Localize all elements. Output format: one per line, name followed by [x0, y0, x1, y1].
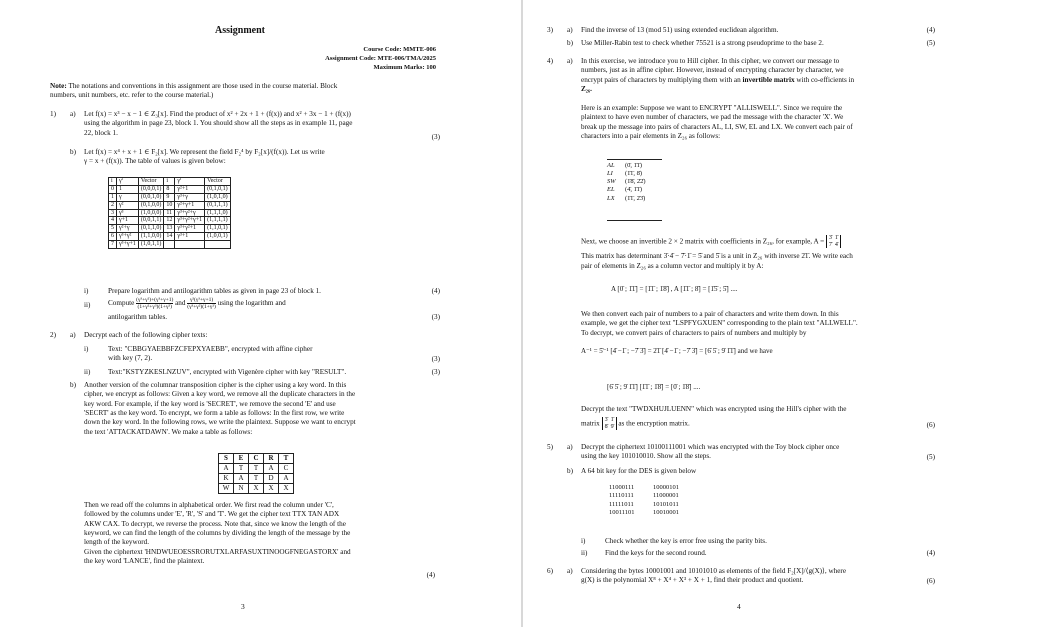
- matrix-e: [602, 417, 617, 430]
- gamma-table-row: [109, 185, 231, 193]
- conv-line: We then convert each pair of numbers to a pair of characters and write them down. In this: [581, 310, 839, 318]
- gamma-table-cell: [175, 241, 205, 249]
- key-table-cell: T: [249, 474, 264, 484]
- gamma-table-cell: 13: [164, 225, 175, 233]
- q2b-line: the text 'ATTACKATDAWN'. We make a table as follows:: [84, 427, 253, 436]
- frac1-den: (1+γ²+γ³)(1+γ²): [137, 304, 172, 311]
- q3a-text: Find the inverse of 13 (mod 51) using extended euclidean algorithm.: [581, 26, 779, 34]
- q2a-i-line-2: with key (7, 2).: [108, 354, 153, 363]
- gamma-table-cell: (0,1,0,1): [205, 185, 231, 193]
- q1-number: 1): [50, 110, 56, 118]
- q2b-after-line: keyword, we can find the length of the columns by dividing the length of the message by the: [84, 529, 351, 538]
- pair-chars: LX: [607, 194, 615, 202]
- gamma-table-cell: 10: [164, 201, 175, 209]
- note-line-2: numbers, unit numbers, etc. refer to the course material.): [50, 91, 214, 100]
- conv-line: To decrypt, we convert pairs of characters to pairs of numbers and multiply by: [581, 328, 807, 337]
- q1a-marks: (3): [431, 133, 440, 141]
- gamma-table-cell: γ²+γ: [117, 225, 139, 233]
- key-table-row: [219, 454, 294, 464]
- q2a-ii-label: ii): [84, 368, 91, 376]
- q2a-text: Decrypt each of the following cipher texts:: [84, 331, 208, 339]
- q1b-i-marks: (4): [431, 287, 440, 295]
- gamma-table-cell: (0,0,1,1): [138, 217, 164, 225]
- page-number-3: 3: [241, 602, 245, 611]
- q4a-line-2: numbers, just as in affine cipher. However, instead of encrypting character by character, we: [581, 66, 844, 75]
- q4a-example: [581, 104, 936, 141]
- q1a-label: a): [70, 110, 76, 118]
- next-line-3: pair of elements in Z₂₆ as a column vector and multiply it by A:: [581, 262, 764, 270]
- pair-values: (1̄1̄, 8̄): [625, 170, 643, 178]
- key-table-cell: T: [234, 464, 249, 474]
- key-table-cell: A: [279, 474, 294, 484]
- conv-line: example, we get the cipher text "LSPFYGXUEN" corresponding to the plain text "ALLWELL".: [581, 319, 858, 328]
- pair-row: [607, 178, 646, 186]
- pair-row: [607, 186, 646, 194]
- page-number-4: 4: [737, 602, 741, 611]
- gamma-table-header-cell: i: [164, 178, 175, 186]
- pair-row: [607, 195, 646, 203]
- gamma-table-cell: γ+1: [117, 217, 139, 225]
- gamma-table: [108, 177, 231, 249]
- gamma-table-row: [109, 241, 231, 249]
- key-table-cell: A: [264, 464, 279, 474]
- gamma-table-cell: γ³+γ²: [117, 233, 139, 241]
- gamma-table-cell: 3: [109, 209, 117, 217]
- q1b-label: b): [70, 148, 76, 156]
- gamma-table-cell: 9: [164, 193, 175, 201]
- pairs-rule-bottom: [607, 220, 662, 221]
- gamma-table-cell: γ²+1: [175, 185, 205, 193]
- q2b-after-line: Given the ciphertext 'HNDWUEOESSRORUTXLARFASUXTINOOGFNEGASTORX' and: [84, 547, 351, 556]
- q1b-line-2: γ = x + (f(x)). The table of values is given below:: [84, 157, 226, 166]
- gamma-table-header-cell: Vector: [205, 178, 231, 186]
- next-line-2: This matrix has determinant 3̄·4̄ − 7̄·1̄ = 5̄ and 5̄ is a unit in Z₂₆ with inverse 2̄1̄. We write each: [581, 252, 853, 260]
- q2b-text: [84, 381, 424, 437]
- q6a-label: a): [567, 567, 573, 575]
- decrypt-line-1: Decrypt the text "TWDXHUJLUENN" which was encrypted using the Hill's cipher with the: [581, 405, 847, 413]
- des-key-byte: 11000111: [609, 484, 635, 491]
- des-key-byte: 11111011: [609, 500, 634, 508]
- q2b-line: cipher, we encrypt as follows: Given a key word, we remove all the duplicate characters in the: [84, 390, 356, 399]
- gamma-table-cell: γ³+γ²+1: [175, 225, 205, 233]
- q5a-line-2: using the key 101010010. Show all the steps.: [581, 452, 711, 461]
- q1b-i-text: Prepare logarithm and antilogarithm tables as given in page 23 of block 1.: [108, 287, 321, 295]
- key-table-row: [219, 484, 294, 494]
- gamma-table-cell: (0,0,0,1): [138, 185, 164, 193]
- key-table-cell: S: [219, 454, 234, 464]
- page-4: [523, 0, 1047, 627]
- gamma-table-header-cell: Vector: [138, 178, 164, 186]
- gamma-table-header-cell: γⁱ: [175, 178, 205, 186]
- pair-values: (1̄8̄, 2̄2̄): [625, 178, 646, 186]
- pair-chars: LI: [607, 170, 613, 178]
- decrypt-line-2-pre: matrix: [581, 419, 600, 428]
- q6a-line-2: g(X) is the polynomial X⁸ + X⁴ + X³ + X + 1, find their product and quotient.: [581, 576, 804, 585]
- q4a-label: a): [567, 57, 573, 65]
- gamma-table-row: [109, 217, 231, 225]
- q3b-marks: (5): [926, 39, 935, 47]
- pairs-rule-top: [607, 159, 662, 160]
- gamma-table-cell: (1,1,0,1): [205, 225, 231, 233]
- q3a-label: a): [567, 26, 573, 34]
- q2b-after-line: the key word 'LANCE', find the plaintext.: [84, 557, 205, 566]
- q2a-ii-text: Text:"KSTYZKESLNZUV", encrypted with Vigenère cipher with key "RESULT".: [108, 368, 347, 376]
- des-key-byte: 10101011: [653, 500, 679, 508]
- q3-number: 3): [547, 26, 553, 34]
- pair-chars: SW: [607, 178, 616, 186]
- q2b-after-line: length of the keyword.: [84, 538, 150, 547]
- key-table-cell: A: [234, 474, 249, 484]
- q1b-ii-post: using the logarithm and: [217, 298, 286, 307]
- key-table-cell: E: [234, 454, 249, 464]
- note-line-1: The notations and conventions in this assignment are those used in the course material. Block: [68, 82, 338, 90]
- key-table-cell: D: [264, 474, 279, 484]
- gamma-table-cell: 5: [109, 225, 117, 233]
- pairs-list: [607, 162, 646, 203]
- gamma-table-cell: (1,0,1,0): [205, 193, 231, 201]
- key-table-cell: X: [264, 484, 279, 494]
- q2b-after: [84, 501, 429, 567]
- mult-line: A [0̄ ; 1̄1̄] = [1̄1̄ ; 1̄8̄] , A [1̄1̄ ; 8̄] = [1̄5̄ ; 5̄] ....: [611, 285, 738, 293]
- matrix-e-22: 9̄: [610, 423, 614, 430]
- q1a-line-1: Let f(x) = x³ − x − 1 ∈ Z₃[x]. Find the product of x² + 2x + 1 + (f(x)) and x² + 3x − 1 + (f(x)): [84, 110, 351, 118]
- gamma-table-cell: 11: [164, 209, 175, 217]
- q5b-i-text: Check whether the key is error free using the parity bits.: [605, 537, 767, 545]
- max-marks: Maximum Marks: 100: [373, 64, 436, 71]
- q6-number: 6): [547, 567, 553, 575]
- q3b-label: b): [567, 39, 573, 47]
- q2a-label: a): [70, 331, 76, 339]
- q2b-line: Another version of the columnar transposition cipher is the cipher using a key word. In this: [84, 381, 347, 389]
- gamma-table-header-cell: i: [109, 178, 117, 186]
- key-table-cell: K: [219, 474, 234, 484]
- gamma-table-row: [109, 233, 231, 241]
- gamma-table-cell: (0,1,0,0): [138, 201, 164, 209]
- q2a-ii-marks: (3): [431, 368, 440, 376]
- matrix-a-11: 3̄: [828, 235, 832, 241]
- frac2-num: γ²(γ³+γ+1): [187, 297, 216, 304]
- gamma-table-cell: γ³+γ²+γ+1: [175, 217, 205, 225]
- q4a-line-3-post: with co-efficients in: [796, 75, 855, 84]
- des-key-byte: 11110111: [609, 492, 634, 500]
- q2-number: 2): [50, 331, 56, 339]
- course-code: Course Code: MMTE-006: [363, 46, 436, 53]
- key-table: [218, 453, 294, 494]
- q5b-ii-label: ii): [581, 549, 588, 557]
- pair-chars: EL: [607, 186, 615, 194]
- gamma-table-cell: γ: [117, 193, 139, 201]
- gamma-table-cell: (0,1,1,1): [205, 201, 231, 209]
- q2a-i-text: [108, 345, 312, 364]
- gamma-table-cell: (0,1,1,0): [138, 225, 164, 233]
- matrix-e-11: 3̄: [604, 417, 608, 423]
- key-table-cell: C: [249, 454, 264, 464]
- q1b-ii-label: ii): [84, 301, 91, 309]
- q2a-i-line-1: Text: "CBBGYAEBBFZCFEPXYAEBB", encrypted with affine cipher: [108, 345, 313, 353]
- q2a-i-marks: (3): [431, 355, 440, 363]
- q4a-text: [581, 57, 936, 94]
- gamma-table-header-cell: γⁱ: [117, 178, 139, 186]
- pair-values: (1̄1̄, 2̄3̄): [625, 194, 646, 202]
- q1b-ii-text: [108, 297, 286, 310]
- gamma-table-cell: 6: [109, 233, 117, 241]
- q4a-example-line: plaintext to have even number of characters, we pad the message with the character 'X'. We: [581, 113, 844, 122]
- q5a-text: [581, 443, 926, 462]
- q2b-marks: (4): [426, 571, 435, 579]
- gamma-table-cell: γ²+γ+1: [175, 201, 205, 209]
- gamma-table-cell: γ³+γ+1: [117, 241, 139, 249]
- q2b-label: b): [70, 381, 76, 389]
- matrix-e-21: 8̄: [604, 423, 608, 430]
- decrypt-line-2: [581, 417, 941, 430]
- q4a-line-3-bold: invertible matrix: [742, 75, 795, 84]
- gamma-table-cell: 4: [109, 217, 117, 225]
- pair-row: [607, 170, 646, 178]
- gamma-table-cell: (1,0,0,0): [138, 209, 164, 217]
- q5b-marks: (4): [926, 549, 935, 557]
- gamma-table-cell: γ³+γ: [175, 193, 205, 201]
- q2b-after-line: Then we read off the columns in alphabetical order. We first read the column under 'C',: [84, 501, 334, 509]
- q4a-line-1: In this exercise, we introduce you to Hill cipher. In this cipher, we convert our message to: [581, 57, 840, 65]
- q4a-marks: (6): [926, 421, 935, 429]
- gamma-table-cell: γ³: [117, 209, 139, 217]
- gamma-table-cell: (0,0,1,0): [138, 193, 164, 201]
- decrypt-line-2-post: as the encryption matrix.: [618, 419, 690, 428]
- q1b-ii-pre: Compute: [108, 298, 135, 307]
- gamma-table-cell: γ³+γ²+γ: [175, 209, 205, 217]
- gamma-table-cell: 0: [109, 185, 117, 193]
- q1b-i-label: i): [84, 287, 89, 295]
- q4a-line-3-pre: encrypt pairs of characters by multiplying them with an: [581, 75, 741, 84]
- des-key-row: [609, 501, 697, 509]
- gamma-table-cell: 12: [164, 217, 175, 225]
- q4a-example-line: characters into a pair elements in Z₂₆ as follows:: [581, 132, 721, 141]
- gamma-table-row: [109, 225, 231, 233]
- inverse-line: A⁻¹ = 5̄⁻¹ [4̄ −1̄ ; −7̄ 3̄] = 2̄1̄ [4̄ −1̄ ; −7̄ 3̄] = [6̄ 5̄ ; 9̄ 1̄1̄] and we have: [581, 347, 773, 355]
- gamma-table-cell: 7: [109, 241, 117, 249]
- inv-mult-line: [6̄ 5̄ ; 9̄ 1̄1̄] [1̄1̄ ; 1̄8̄] = [0̄ ; 1̄8̄] ....: [607, 383, 701, 391]
- q3a-marks: (4): [926, 26, 935, 34]
- q6a-text: [581, 567, 926, 586]
- q5b-text: A 64 bit key for the DES is given below: [581, 467, 697, 475]
- next-line-1-text: Next, we choose an invertible 2 × 2 matrix with coefficients in Z₂₆, for example, A =: [581, 237, 825, 246]
- key-table-row: [219, 464, 294, 474]
- key-table-cell: T: [279, 454, 294, 464]
- gamma-table-cell: γ²: [117, 201, 139, 209]
- gamma-table-cell: (1,1,1,0): [205, 209, 231, 217]
- q1a-line-2: using the algorithm in page 23, block 1. You should show all the steps as in example 11, page: [84, 119, 353, 128]
- gamma-table-cell: (1,0,0,1): [205, 233, 231, 241]
- q5b-i-label: i): [581, 537, 586, 545]
- q5a-line-1: Decrypt the ciphertext 10100111001 which was encrypted with the Toy block cipher once: [581, 443, 840, 451]
- gamma-table-cell: 1: [109, 193, 117, 201]
- key-table-cell: R: [264, 454, 279, 464]
- des-key-row: [609, 484, 697, 492]
- q1b-ii-and: and: [175, 298, 186, 307]
- gamma-table-row: [109, 201, 231, 209]
- key-table-row: [219, 474, 294, 484]
- gamma-table-cell: 8: [164, 185, 175, 193]
- gamma-table-cell: γ³+1: [175, 233, 205, 241]
- q1b-line-1: Let f(x) = x⁴ + x + 1 ∈ F₂[x]. We represent the field F₂⁴ by F₂[x]/(f(x)). Let us write: [84, 148, 325, 156]
- gamma-table-cell: [164, 241, 175, 249]
- matrix-a-12: 1̄: [834, 235, 838, 241]
- des-key-byte: 11000001: [653, 492, 679, 500]
- q4a-line-4: Z₂₆.: [581, 85, 592, 94]
- q2b-line: 'SECRT' as the key word. To encrypt, we form a table as follows: In the first row, we write: [84, 409, 345, 418]
- q1a-line-3: 22, block 1.: [84, 128, 118, 137]
- matrix-e-12: 1̄: [610, 417, 614, 423]
- des-key: [609, 484, 697, 518]
- gamma-table-cell: 14: [164, 233, 175, 241]
- q5a-marks: (5): [926, 453, 935, 461]
- gamma-table-row: [109, 193, 231, 201]
- pair-values: (4̄, 1̄1̄): [625, 186, 643, 194]
- q2b-after-line: followed by the columns under 'E', 'R', 'S' and 'T'. We get the cipher text TTX TAN ADX: [84, 510, 340, 519]
- frac2-den: (γ³+γ²)(1+γ²): [187, 304, 216, 311]
- note-label: Note:: [50, 82, 67, 90]
- gamma-table-cell: 1: [117, 185, 139, 193]
- key-table-cell: X: [279, 484, 294, 494]
- q2a-i-label: i): [84, 345, 89, 353]
- q2b-after-line: AKW CAX. To decrypt, we reverse the process. Note that, since we know the length of the: [84, 519, 346, 528]
- assignment-code: Assignment Code: MTE-006/TMA/2025: [325, 55, 436, 62]
- des-key-byte: 10000101: [653, 484, 679, 491]
- q5a-label: a): [567, 443, 573, 451]
- q6a-marks: (6): [926, 577, 935, 585]
- q2b-line: down the key word. In the following rows, we write the plaintext. Suppose we want to encrypt: [84, 418, 356, 427]
- key-table-cell: X: [249, 484, 264, 494]
- note: [50, 82, 440, 101]
- q3b-text: Use Miller-Rabin test to check whether 75521 is a strong pseudoprime to the base 2.: [581, 39, 824, 47]
- assignment-title: Assignment: [215, 25, 266, 36]
- q4a-example-line: Here is an example: Suppose we want to ENCRYPT "ALLISWELL". Since we require the: [581, 104, 843, 112]
- gamma-table-header: [109, 178, 231, 186]
- q1b-ii-line-2: antilogarithm tables.: [108, 313, 168, 321]
- conv-lines: [581, 310, 941, 338]
- pair-row: [607, 162, 646, 170]
- q4-number: 4): [547, 57, 553, 65]
- q6a-line-1: Considering the bytes 10001001 and 10101010 as elements of the field F₂[X]/⟨g(X)⟩, where: [581, 567, 847, 575]
- frac1-num: (γ³+γ²)+(γ³+γ+1): [136, 297, 174, 303]
- key-table-cell: N: [234, 484, 249, 494]
- des-key-byte: 10011101: [609, 509, 635, 517]
- des-key-byte: 10010001: [653, 509, 679, 517]
- gamma-table-cell: (1,1,0,0): [138, 233, 164, 241]
- q2b-line: key word. For example, if the key word is 'SECRET', we remove the second 'E' and use: [84, 399, 336, 408]
- gamma-table-cell: [205, 241, 231, 249]
- key-table-cell: C: [279, 464, 294, 474]
- des-key-row: [609, 492, 697, 500]
- q5-number: 5): [547, 443, 553, 451]
- q1b-ii-marks: (3): [431, 313, 440, 321]
- gamma-table-cell: (1,0,1,1): [138, 241, 164, 249]
- matrix-a-21: 7̄: [828, 241, 832, 248]
- q1b-text: [84, 148, 444, 167]
- q4a-example-line: break up the message into pairs of characters AL, LI, SW, EL and LX. We convert each pair of: [581, 122, 853, 131]
- q5b-ii-text: Find the keys for the second round.: [605, 549, 707, 557]
- pair-values: (0̄, 1̄1̄): [625, 162, 643, 169]
- des-key-row: [609, 509, 697, 517]
- q5b-label: b): [567, 467, 573, 475]
- key-table-cell: W: [219, 484, 234, 494]
- gamma-table-row: [109, 209, 231, 217]
- gamma-table-cell: (1,1,1,1): [205, 217, 231, 225]
- pair-chars: AL: [607, 162, 615, 169]
- key-table-cell: T: [249, 464, 264, 474]
- gamma-table-cell: 2: [109, 201, 117, 209]
- key-table-cell: A: [219, 464, 234, 474]
- matrix-a-22: 4̄: [834, 241, 838, 248]
- matrix-a: [826, 235, 841, 248]
- page-3: [0, 0, 521, 627]
- next-line-1: [581, 235, 941, 248]
- q1a-text: [84, 110, 444, 138]
